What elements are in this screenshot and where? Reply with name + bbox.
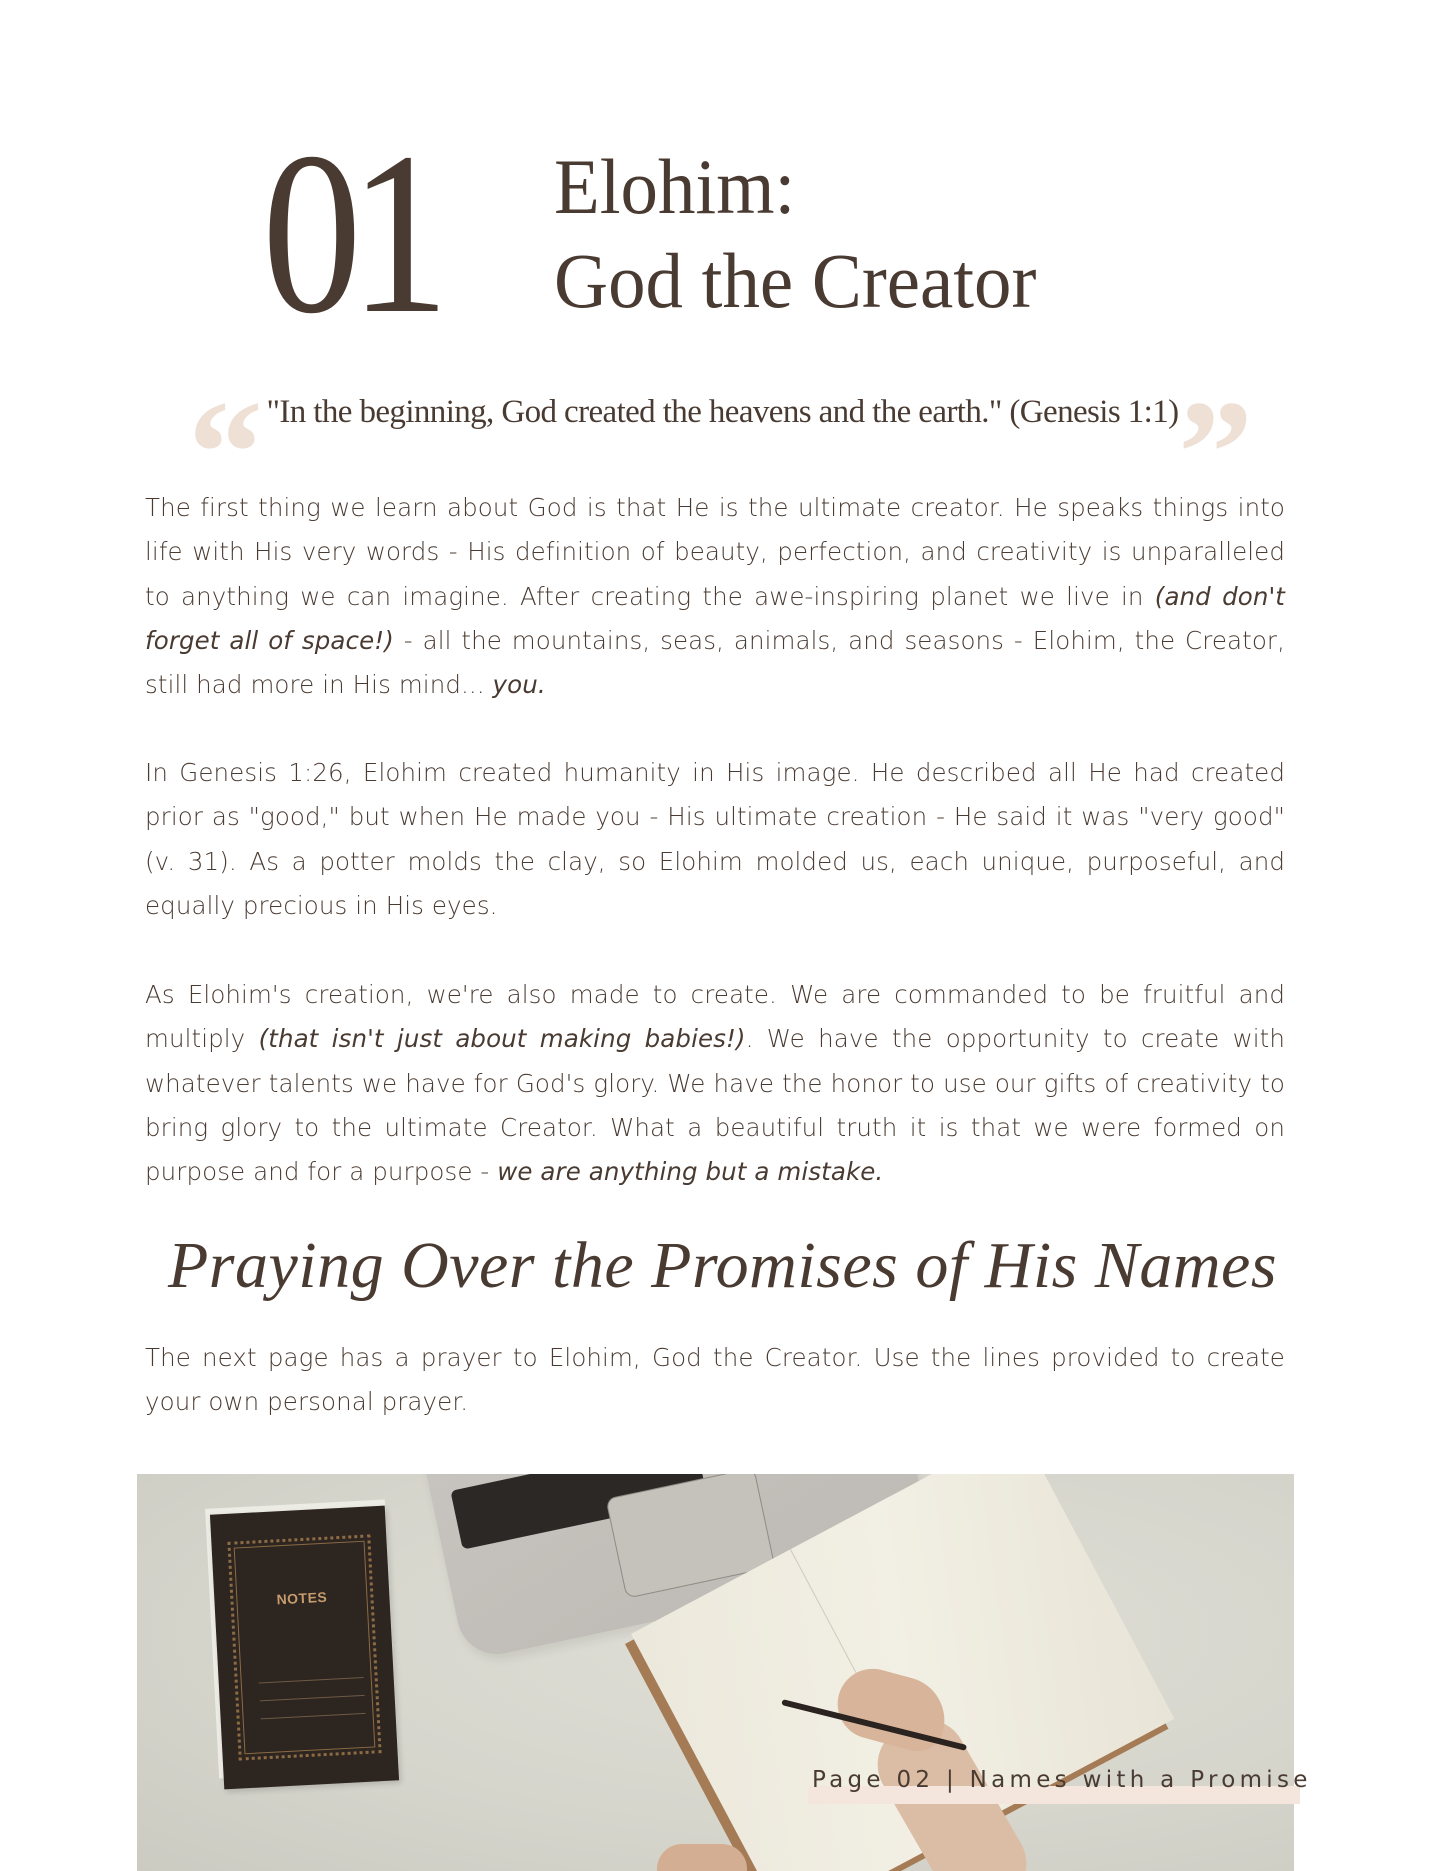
- fingers-image: [657, 1844, 747, 1871]
- desk-photo: [137, 1474, 1294, 1871]
- open-quote-icon: “: [188, 370, 263, 536]
- notebook-label: NOTES: [276, 1588, 328, 1608]
- paragraph-3-text-2: . We have the opportunity to create with whatever talents we have for God's glory. We have the honor to use our gifts of creativity to bring glory to the ultimate Creator. What a beautiful truth it is that we were formed on purpose and for a purpose -: [145, 1024, 1285, 1187]
- quote-text: "In the beginning, God created the heavens and the earth." (Genesis 1:1): [266, 394, 1179, 430]
- chapter-title-line-1: Elohim:: [554, 143, 796, 230]
- chapter-title-line-2: God the Creator: [554, 237, 1037, 324]
- scripture-quote: [0, 370, 1445, 536]
- paragraph-1-text-2: - all the mountains, seas, animals, and seasons - Elohim, the Creator, still had more in His mind...: [145, 625, 1285, 700]
- notes-notebook-image: [210, 1506, 399, 1790]
- chapter-number: 01: [262, 105, 438, 362]
- paragraph-3-italic: (that isn't just about making babies!): [258, 1024, 746, 1054]
- paragraph-1: [145, 486, 1285, 707]
- paragraph-3-text: As Elohim's creation, we're also made to create. We are commanded to be fruitful and multiply: [145, 980, 1285, 1054]
- page-label: Page 02 | Names with a Promise: [812, 1767, 1312, 1793]
- chapter-title: [554, 140, 1036, 328]
- section-paragraph: The next page has a prayer to Elohim, God the Creator. Use the lines provided to create your own personal prayer.: [145, 1343, 1285, 1417]
- section-heading: Praying Over the Promises of His Names: [167, 1229, 1278, 1302]
- paragraph-3: [145, 973, 1285, 1194]
- paragraph-2: In Genesis 1:26, Elohim created humanity in His image. He described all He had created prior as "good," but when He made you - His ultimate creation - He said it was "very good" (v. 31). As a potter molds the clay, so Elohim molded us, each unique, purposeful, and equally precious in His eyes.: [145, 758, 1285, 920]
- notebook-frame: [227, 1534, 381, 1760]
- paragraph-1-italic: (and don't forget all of space!): [145, 581, 1285, 655]
- paragraph-1-text: The first thing we learn about God is that He is the ultimate creator. He speaks things into life with His very words - His definition of beauty, perfection, and creativity is unparalleled to anything we can imagine. After creating the awe-inspiring planet we live in: [145, 493, 1285, 611]
- close-quote-icon: ”: [1178, 370, 1253, 536]
- paragraph-3-italic-2: we are anything but a mistake.: [497, 1157, 884, 1187]
- paragraph-1-italic-2: you.: [492, 670, 546, 700]
